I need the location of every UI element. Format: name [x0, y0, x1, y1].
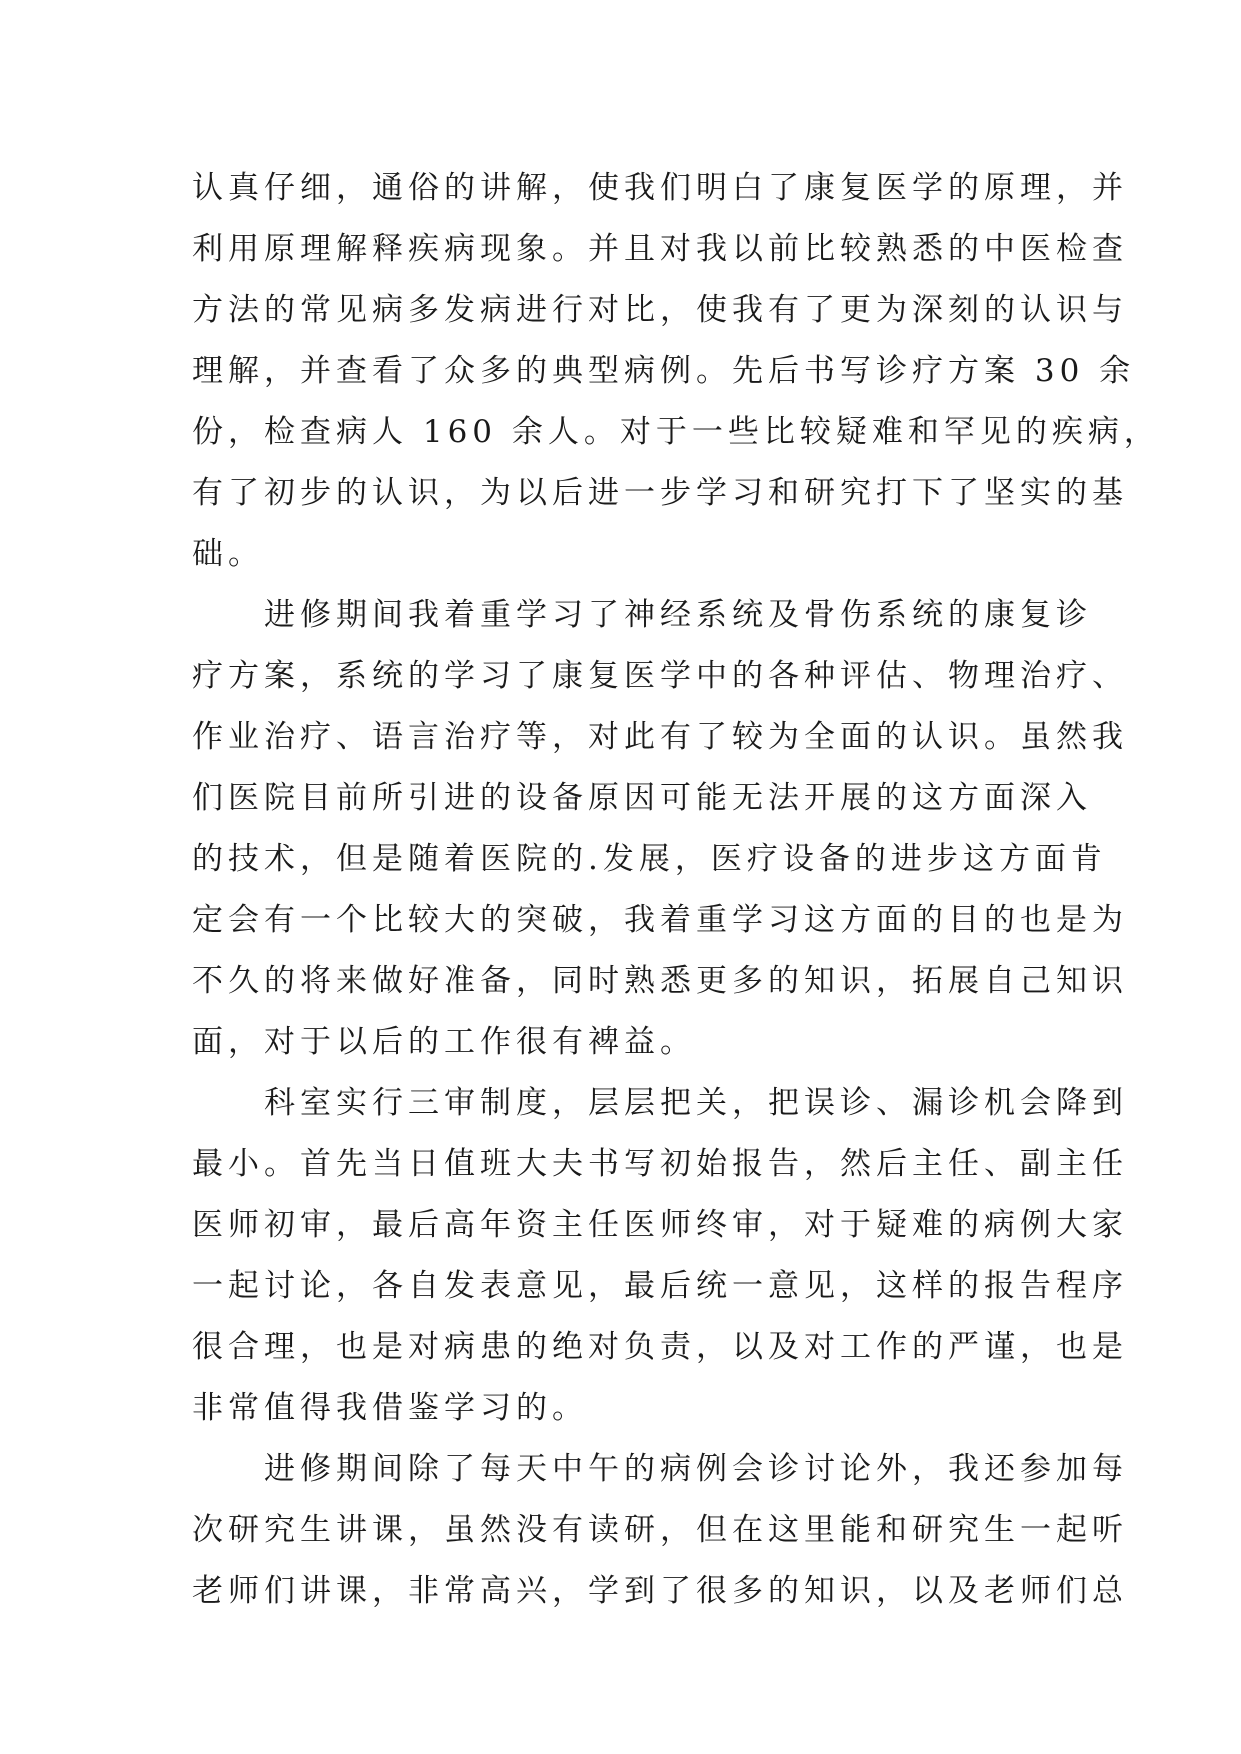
text-line: 次研究生讲课，虽然没有读研，但在这里能和研究生一起听 [192, 1512, 1128, 1548]
text-line: 们医院目前所引进的设备原因可能无法开展的这方面深入 [192, 780, 1092, 816]
text-line: 定会有一个比较大的突破，我着重学习这方面的目的也是为 [192, 902, 1128, 938]
text-line: 进修期间我着重学习了神经系统及骨伤系统的康复诊 [192, 597, 1092, 633]
text-line: 份，检查病人 160 余人。对于一些比较疑难和罕见的疾病， [192, 414, 1160, 450]
text-line: 不久的将来做好准备，同时熟悉更多的知识，拓展自己知识 [192, 963, 1128, 999]
text-line: 科室实行三审制度，层层把关，把误诊、漏诊机会降到 [192, 1085, 1128, 1121]
text-line: 最小。首先当日值班大夫书写初始报告，然后主任、副主任 [192, 1146, 1128, 1182]
text-line: 老师们讲课，非常高兴，学到了很多的知识，以及老师们总 [192, 1573, 1128, 1609]
text-line: 医师初审，最后高年资主任医师终审，对于疑难的病例大家 [192, 1207, 1128, 1243]
text-line: 作业治疗、语言治疗等，对此有了较为全面的认识。虽然我 [192, 719, 1128, 755]
text-line: 方法的常见病多发病进行对比，使我有了更为深刻的认识与 [192, 292, 1128, 328]
text-line: 有了初步的认识，为以后进一步学习和研究打下了坚实的基 [192, 475, 1128, 511]
body-text [192, 158, 1160, 1622]
text-line: 面，对于以后的工作很有裨益。 [192, 1024, 696, 1060]
text-line: 非常值得我借鉴学习的。 [192, 1390, 588, 1426]
text-line: 进修期间除了每天中午的病例会诊讨论外，我还参加每 [192, 1451, 1128, 1487]
text-line: 很合理，也是对病患的绝对负责，以及对工作的严谨，也是 [192, 1329, 1128, 1365]
text-line: 的技术，但是随着医院的.发展，医疗设备的进步这方面肯 [192, 841, 1107, 877]
text-line: 础。 [192, 536, 264, 572]
text-line: 一起讨论，各自发表意见，最后统一意见，这样的报告程序 [192, 1268, 1128, 1304]
text-line: 认真仔细，通俗的讲解，使我们明白了康复医学的原理，并 [192, 170, 1128, 206]
text-line: 理解，并查看了众多的典型病例。先后书写诊疗方案 30 余 [192, 353, 1136, 389]
text-line: 疗方案，系统的学习了康复医学中的各种评估、物理治疗、 [192, 658, 1128, 694]
text-line: 利用原理解释疾病现象。并且对我以前比较熟悉的中医检查 [192, 231, 1128, 267]
